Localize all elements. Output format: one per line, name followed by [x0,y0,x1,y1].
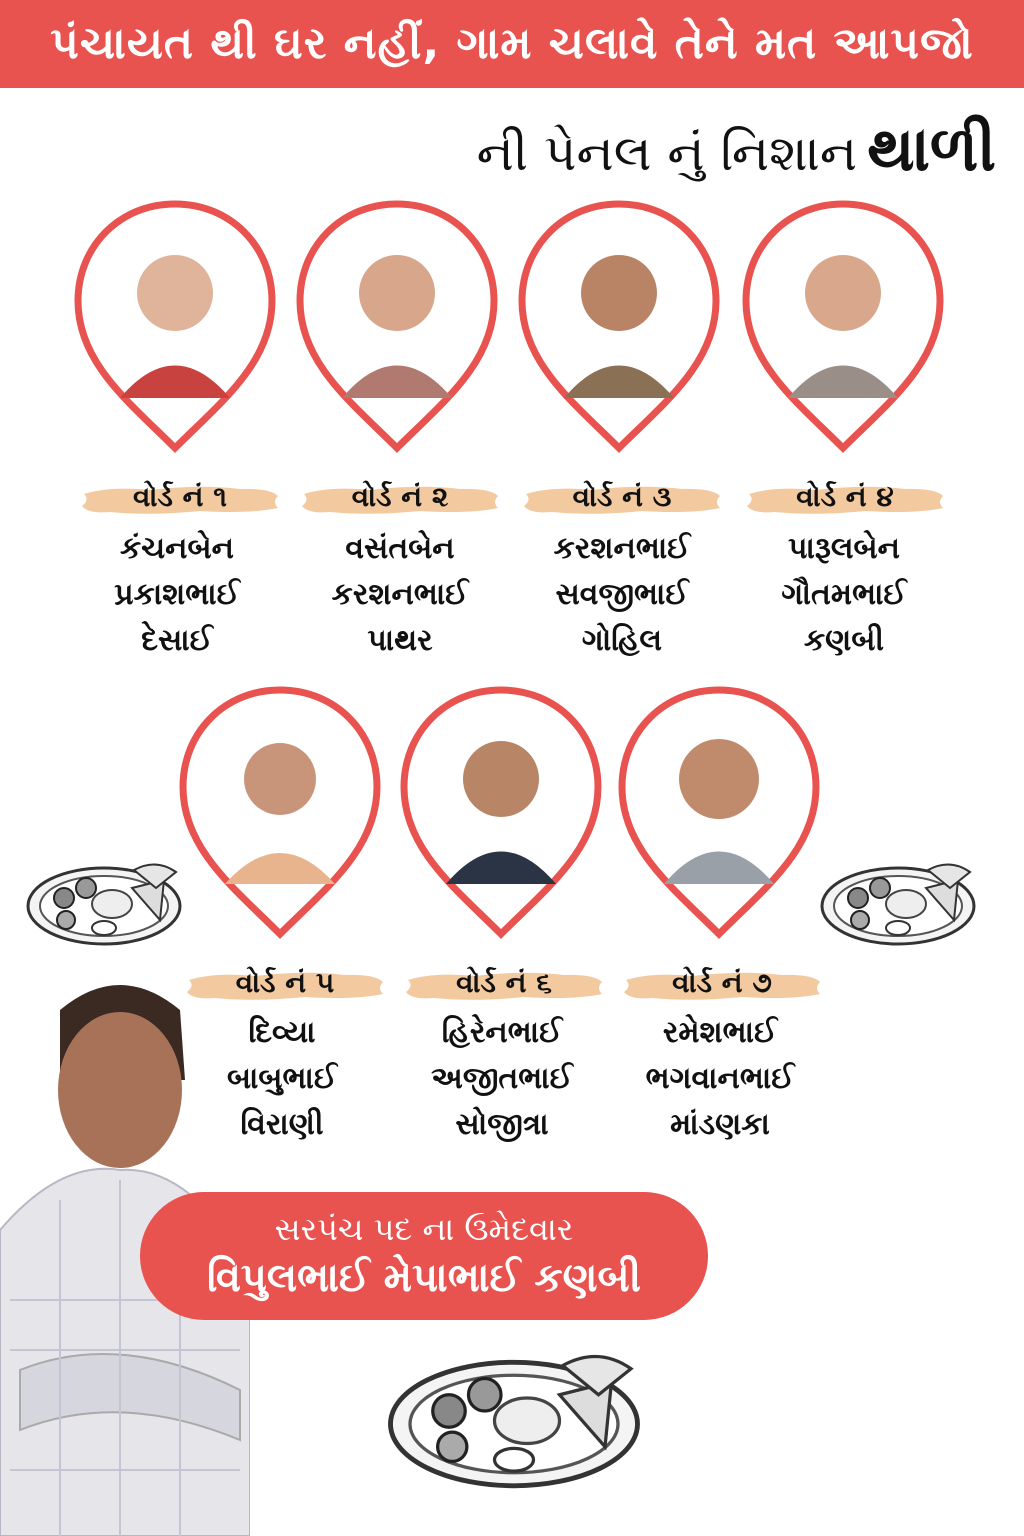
subtitle-prefix: ની પેનલ નું નિશાન [476,124,858,182]
candidate-name-3: કરશનભાઈ સવજીભાઈ ગોહિલ [553,531,691,658]
ward-label-4: વોર્ડ નં ૪ [745,478,945,522]
symbol-name: થાળી [867,112,996,185]
ward-label-3: વોર્ડ નં ૩ [522,478,722,522]
candidate-name-1: કંચનબેન પ્રકાશભાઈ દેસાઈ [114,531,240,658]
candidate-name-7: રમેશભાઈ ભગવાનભાઈ માંડણકા [645,1015,795,1142]
sarpanch-candidate-banner [140,1192,708,1320]
candidate-name-5: દિવ્યા બાબુભાઈ વિરાણી [226,1015,338,1142]
ward-label-2: વોર્ડ નં ૨ [300,478,500,522]
sarpanch-role: સરપંચ પદ ના ઉમેદવાર [274,1210,574,1248]
banner-text: પંચાયત થી ઘર નહીં, ગામ ચલાવે તેને મત આપજો [50,18,974,69]
ward-label-6: વોર્ડ નં ૬ [404,964,604,1008]
candidate-name-6: હિરેનભાઈ અજીતભાઈ સોજીત્રા [431,1015,573,1142]
thali-icon-large [384,1346,644,1502]
candidate-photo-ward-3 [514,198,724,458]
candidate-photo-ward-1 [70,198,280,458]
candidate-photo-ward-4 [738,198,948,458]
candidate-photo-ward-5 [175,684,385,944]
top-banner [0,0,1024,88]
thali-icon-left [24,858,184,954]
sarpanch-name: વિપુલભાઈ મેપાભાઈ કણબી [206,1255,642,1301]
candidate-name-4: પારૂલબેન ગૌતમભાઈ કણબી [781,531,907,658]
candidate-photo-ward-7 [614,684,824,944]
thali-icon-right [818,858,978,954]
ward-label-7: વોર્ડ નં ૭ [622,964,822,1008]
ward-label-1: વોર્ડ નં ૧ [80,478,280,522]
candidate-photo-ward-2 [292,198,502,458]
candidate-name-2: વસંતબેન કરશનભાઈ પાથર [331,531,469,658]
ward-label-5: વોર્ડ નં ૫ [185,964,385,1008]
candidate-photo-ward-6 [396,684,606,944]
panel-symbol-line [477,112,996,186]
